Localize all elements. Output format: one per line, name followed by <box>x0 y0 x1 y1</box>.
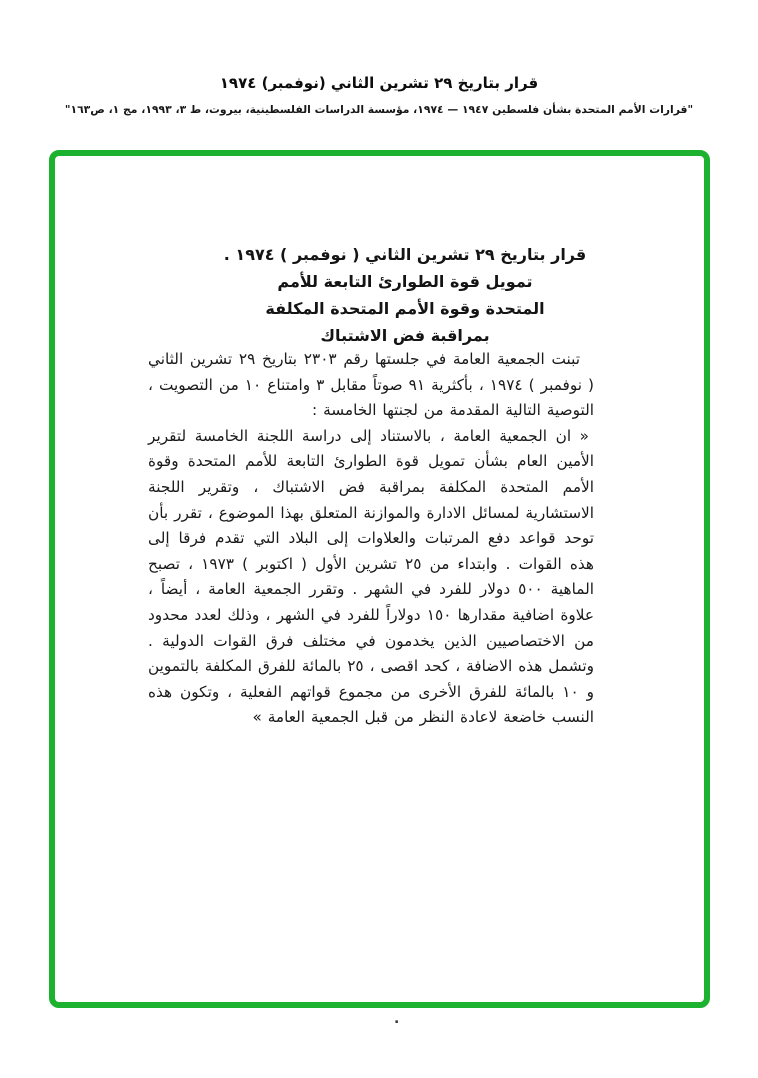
resolution-body-text <box>148 347 594 731</box>
header-source-citation: "قرارات الأمم المتحدة بشأن فلسطين ١٩٤٧ — ١٩٧٤، مؤسسة الدراسات الفلسطينية، بيروت، ط ٣، ١٩٩٣، مج ١، ص١٦٣" <box>64 103 694 116</box>
resolution-title-line-4: بمراقبة فض الاشتباك <box>320 326 490 345</box>
paragraph-adoption-statement: تبنت الجمعية العامة في جلستها رقم ٢٣٠٣ بتاريخ ٢٩ تشرين الثاني ( نوفمبر ) ١٩٧٤ ، بأكثرية ٩١ صوتاً مقابل ٣ وامتناع ١٠ من التصويت ، التوصية التالية المقدمة من لجنتها الخامسة : <box>148 350 595 420</box>
resolution-title-line-3: المتحدة وقوة الأمم المتحدة المكلفة <box>265 299 545 318</box>
resolution-title-block <box>215 241 595 349</box>
header-resolution-date-title: قرار بتاريخ ٢٩ تشرين الثاني (نوفمبر) ١٩٧٤ <box>219 74 539 92</box>
resolution-title-line-1: قرار بتاريخ ٢٩ تشرين الثاني ( نوفمبر ) ١٩٧٤ . <box>223 245 587 264</box>
stray-period-mark: . <box>394 1011 400 1027</box>
paragraph-resolution-quote: « ان الجمعية العامة ، بالاستناد إلى دراسة اللجنة الخامسة لتقرير الأمين العام بشأن تمويل قوة الطوارئ التابعة للأمم المتحدة وقوة الأمم المتحدة المكلفة بمراقبة فض الاشتباك ، وتقرير اللجنة الاستشارية لمسائل الادارة والموازنة المتعلق بهذا الموضوع ، تقرر بأن توحد قواعد دفع المرتبات والعلاوات إلى البلاد التي تقدم فرقا إلى هذه القوات . وابتداء من ٢٥ تشرين الأول ( اكتوبر ) ١٩٧٣ ، تصبح الماهية ٥٠٠ دولار للفرد في الشهر . وتقرر الجمعية العامة ، أيضاً ، علاوة اضافية مقدارها ١٥٠ دولاراً للفرد في الشهر ، وذلك لعدد محدود من الاختصاصيين الذين يخدمون في مختلف فرق القوات الدولية . وتشمل هذه الاضافة ، كحد اقصى ، ٢٥ بالمائة للفرق المكلفة بالتموين و ١٠ بالمائة للفرق الأخرى من مجموع قواتهم الفعلية ، وتكون هذه النسب خاضعة لاعادة النظر من قبل الجمعية العامة » <box>148 426 595 727</box>
resolution-title-line-2: تمويل قوة الطوارئ التابعة للأمم <box>277 272 533 291</box>
